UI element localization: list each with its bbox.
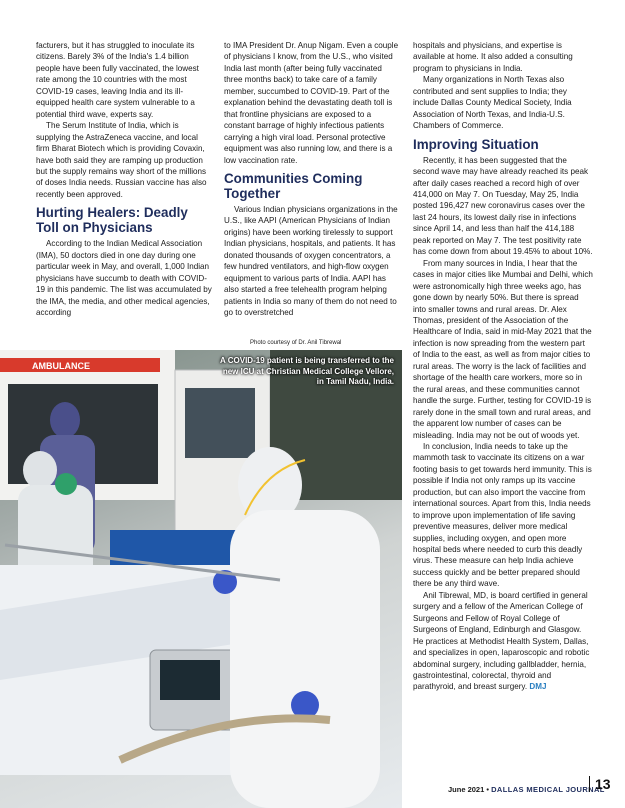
photo-illustration [0, 350, 402, 808]
photo-credit: Photo courtesy of Dr. Anil Tibrewal [250, 340, 342, 346]
paragraph: The Serum Institute of India, which is supplying the AstraZeneca vaccine, and local firm Bharat Biotech which is providing Covaxin, have both said they are ramping up production but the supply remains way short of the millions of doses India needs. Russian vaccine has also recently been approved. [36, 121, 207, 199]
oxygen-bag [55, 473, 77, 495]
journal-name: DALLAS MEDICAL JOURNAL [491, 785, 605, 794]
paragraph: Many organizations in North Texas also contributed and sent supplies to India; they include Dallas County Medical Society, India Association of North Texas, and India-U.S. Chambers of Commerce. [413, 75, 572, 131]
ppe-worker-head [23, 451, 57, 489]
paragraph: to IMA President Dr. Anup Nigam. Even a couple of physicians I know, from the U.S., who visited India last month (after being fully vaccinated three months back) to take care of a family member, succumbed to COVID-19. Part of the explanation behind the devastating death toll is that frontline physicians are exposed to a constant barrage of highly infectious patients carrying a high viral load. Personal protective equipment was also running low, and there is a low vaccination rate. [224, 41, 399, 165]
paragraph: From many sources in India, I hear that the cases in major cities like Mumbai and Delhi, which were astronomically high three weeks ago, has gone down by nearly 50%. But there is spread into smaller towns and rural areas. Dr. Alex Thomas, president of the Association of the Healthcare of India, said in mid-May 2021 that the infection is now spreading from the western part of India to the east, as well as from major cities to rural areas. The worry is the lack of facilities and shortage of the health care workers, more so in the rural areas, and these communities cannot handle the surge. Further, testing for COVID-19 is rarely done in the small town and rural areas, and the apparent low number of cases can be misleading. India may not be out of woods yet. [413, 258, 593, 440]
paragraph: facturers, but it has struggled to inoculate its citizens. Barely 3% of the India's 1.4 billion people have been fully vaccinated, the lowest rate among the 10 countries with the most COVID-19 cases, leaving India and its ill-equipped health care system vulnerable to a potential third wave, experts say. [36, 41, 199, 119]
article-photo [0, 350, 402, 808]
section-heading: Hurting Healers: Deadly Toll on Physicians [36, 205, 188, 236]
author-bio-text: Anil Tibrewal, MD, is board certified in general surgery and a fellow of the American College of Surgeons and Fellow of Royal College of Surgeons of England, Edinburgh and Glasgow. He practices at Methodist Health System, Dallas, and specializes in open, laparoscopic and robotic abdominal surgery, including gallbladder, hernia, gastrointestinal, colorectal, thyroid and parathyroid, and breast surgery. [413, 590, 590, 692]
monitor-screen [160, 660, 220, 700]
paragraph: Recently, it has been suggested that the second wave may have already reached its peak after daily cases reached a record high of over 414,000 on May 7. On Tuesday, May 25, India posted 196,427 new coronavirus cases over the last 24 hours, its lowest daily rise in infections since April 14, and less than half the 414,188 peak reported on May 7. The test positivity rate has come down from about 19.45% to about 10%. [413, 155, 593, 257]
paragraph: Various Indian physicians organizations in the U.S., like AAPI (American Physicians of Indian origins) have been working tirelessly to support Indian physicians, hospitals, and patients. It has donated thousands of oxygen concentrators, a few hundred ventilators, and high-flow oxygen equipment to various parts of India. AAPI has also started a free telehealth program helping patients in India so many of them do not need to go to overstretched [224, 204, 398, 318]
paragraph: hospitals and physicians, and expertise is available at home. It also added a consulting program to physicians in India. [413, 41, 573, 73]
article-column-3 [413, 40, 593, 770]
article-column-2 [224, 40, 402, 320]
section-heading: Improving Situation [413, 136, 539, 152]
ambulance-label: AMBULANCE [32, 361, 90, 371]
photo-caption: A COVID-19 patient is being transferred to the new ICU at Christian Medical College Vellore, in Tamil Nadu, India. [220, 356, 394, 386]
door-window [185, 388, 255, 458]
end-mark: DMJ [529, 682, 547, 692]
paragraph: In conclusion, India needs to take up the mammoth task to vaccinate its citizens on a war footing basis to get towards herd immunity. This is possible if India not only ramps up its vaccine production, but can also import the vaccine from international sources. Apart from this, India needs to improve upon implementation of life saving preventive measures, deliver more medical supplies, including oxygen, and open more hospital beds where needed to curb this deadly virus. These measure can help India achieve success quickly and be better prepared should there be any third wave. [413, 441, 592, 589]
section-heading: Communities Coming Together [224, 170, 363, 201]
author-bio [413, 590, 593, 693]
footer-separator: • [486, 785, 490, 794]
health-worker-head [50, 402, 80, 438]
main-worker-body [230, 510, 380, 808]
page-number: 13 [589, 776, 611, 792]
issue-date: June 2021 [448, 785, 485, 794]
article-column-1 [36, 40, 212, 346]
page-footer [448, 785, 605, 794]
paragraph: According to the Indian Medical Association (IMA), 50 doctors died in one day during one particular week in May, and overall, 1,000 Indian physicians have succumb to death with COVID-19 in this pandemic. The list was accumulated by the IMA, the media, and other medical agencies, according [36, 239, 212, 318]
